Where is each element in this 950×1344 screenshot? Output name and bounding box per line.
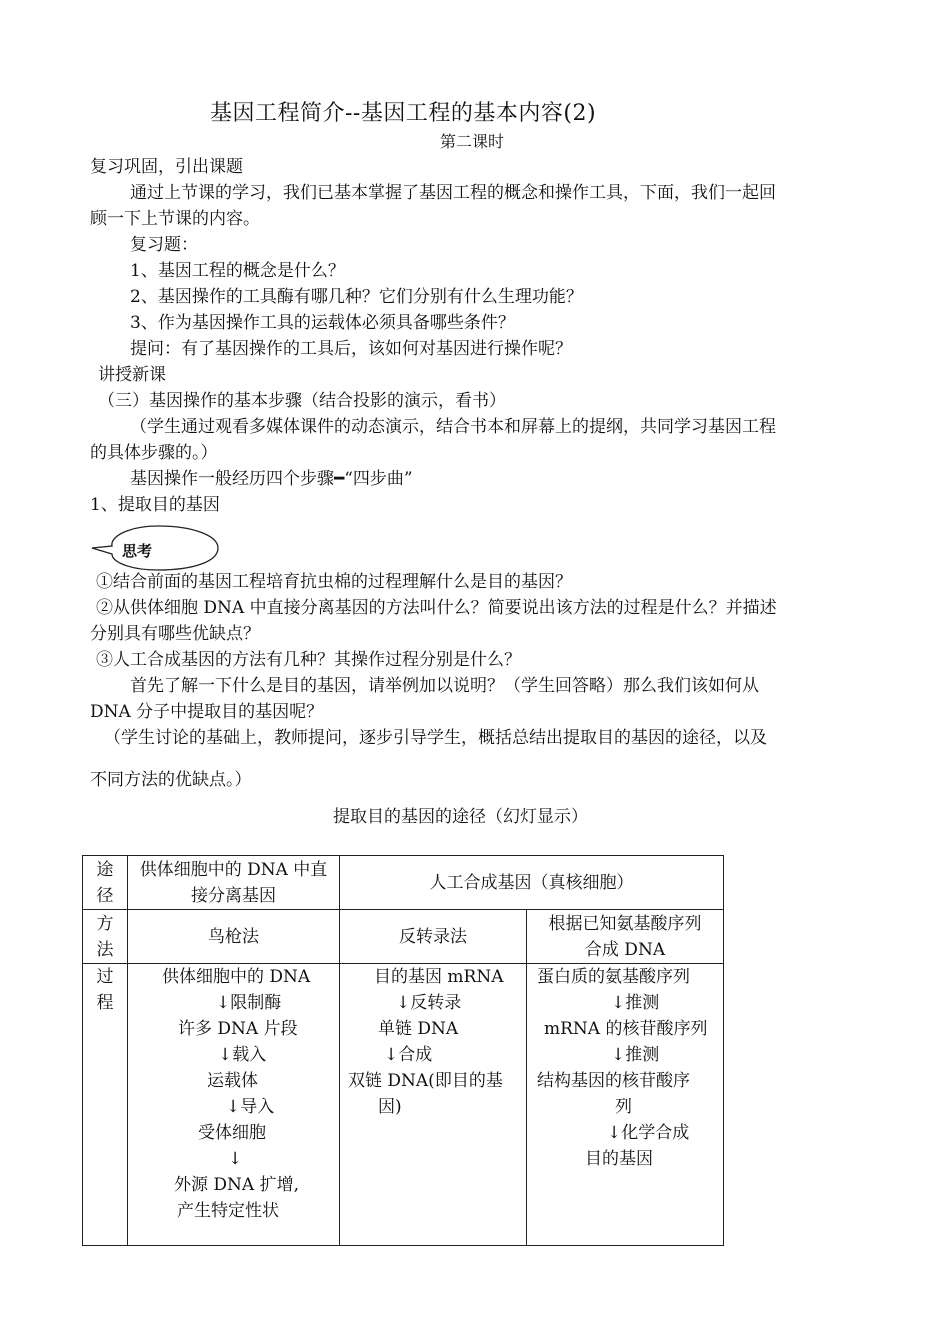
- table-caption: 提取目的基因的途径（幻灯显示）: [333, 807, 588, 827]
- page-title: 基因工程简介--基因工程的基本内容(2): [210, 101, 597, 126]
- think-label: 思考: [122, 542, 153, 560]
- flow-arrow: ↓合成: [384, 1045, 433, 1065]
- flow-arrow: ↓化学合成: [607, 1123, 690, 1143]
- review-question-3: 3、作为基因操作工具的运载体必须具备哪些条件？: [130, 313, 515, 333]
- cell-amino-acid-process: [527, 964, 724, 1246]
- think-speech-bubble: [90, 522, 220, 572]
- first-understand-line-2: DNA 分子中提取目的基因呢？: [90, 702, 324, 722]
- cell-artificial-synthesis: 人工合成基因（真核细胞）: [340, 856, 724, 910]
- table-row-method: [83, 910, 724, 964]
- flow-step: mRNA 的核苷酸序列: [544, 1019, 708, 1039]
- flow-arrow: ↓载入: [218, 1045, 267, 1065]
- think-question-2-line-2: 分别具有哪些优缺点？: [90, 624, 260, 644]
- review-question-1: 1、基因工程的概念是什么？: [130, 261, 345, 281]
- row-head-method: [83, 910, 128, 964]
- table-row-route: [83, 856, 724, 910]
- cell-line: 供体细胞中的 DNA 中直: [139, 859, 328, 880]
- row-head-char: 程: [96, 993, 114, 1013]
- flow-step: 单链 DNA: [378, 1019, 459, 1039]
- flow-step: 产生特定性状: [177, 1201, 279, 1221]
- think-question-3: ③人工合成基因的方法有几种？其操作过程分别是什么？: [96, 650, 521, 670]
- flow-step: 运载体: [207, 1071, 258, 1091]
- flow-step: 目的基因 mRNA: [374, 967, 504, 987]
- flow-arrow: ↓反转录: [396, 993, 462, 1013]
- think-question-2-line-1: ②从供体细胞 DNA 中直接分离基因的方法叫什么？简要说出该方法的过程是什么？并描述: [96, 598, 777, 618]
- review-question-2: 2、基因操作的工具酶有哪几种？它们分别有什么生理功能？: [130, 287, 583, 307]
- flow-step: 双链 DNA(即目的基: [348, 1071, 503, 1091]
- flow-step: 受体细胞: [198, 1123, 266, 1143]
- flow-arrow: ↓: [228, 1149, 243, 1169]
- row-head-process: [83, 964, 128, 1246]
- new-lesson-heading: 讲授新课: [98, 365, 166, 385]
- row-head-char: 过: [96, 967, 114, 987]
- flow-arrow: ↓限制酶: [216, 993, 282, 1013]
- cell-reverse-process: [340, 964, 527, 1246]
- cell-shotgun-process: [128, 964, 340, 1246]
- student-note-line-2: 的具体步骤的。）: [90, 443, 218, 463]
- discussion-line-2: 不同方法的优缺点。）: [90, 770, 252, 790]
- cell-line: 接分离基因: [191, 885, 276, 906]
- first-understand-line-1: 首先了解一下什么是目的基因，请举例加以说明？（学生回答略）那么我们该如何从: [130, 676, 759, 696]
- flow-step: 供体细胞中的 DNA: [162, 967, 311, 987]
- step-1-heading: 1、提取目的基因: [90, 495, 220, 515]
- flow-step: 目的基因: [585, 1149, 653, 1169]
- flow-step: 外源 DNA 扩增,: [174, 1175, 299, 1195]
- table-row-process: [83, 964, 724, 1246]
- cell-line: 合成 DNA: [584, 939, 666, 960]
- flow-arrow: ↓推测: [611, 1045, 660, 1065]
- intro-line-1: 通过上节课的学习，我们已基本掌握了基因工程的概念和操作工具，下面，我们一起回: [130, 183, 776, 203]
- cell-reverse-transcription: 反转录法: [340, 910, 527, 964]
- cell-direct-isolation: [128, 856, 340, 910]
- flow-step: 蛋白质的氨基酸序列: [537, 967, 690, 987]
- cell-line: 根据已知氨基酸序列: [548, 913, 702, 934]
- flow-step: 列: [615, 1097, 632, 1117]
- flow-step: 许多 DNA 片段: [178, 1019, 298, 1039]
- flow-arrow: ↓推测: [611, 993, 660, 1013]
- review-questions-heading: 复习题：: [130, 235, 198, 255]
- page-subtitle: 第二课时: [440, 132, 505, 151]
- row-head-char: 途: [96, 859, 114, 880]
- flow-step: 结构基因的核苷酸序: [537, 1071, 690, 1091]
- gene-extraction-table: [82, 855, 724, 1246]
- discussion-line-1: （学生讨论的基础上，教师提问，逐步引导学生，概括总结出提取目的基因的途径，以及: [104, 728, 767, 748]
- section-3-heading: （三）基因操作的基本步骤（结合投影的演示，看书）: [98, 391, 506, 411]
- row-head-char: 径: [96, 885, 114, 906]
- row-head-char: 法: [96, 939, 114, 960]
- row-head-route: [83, 856, 128, 910]
- intro-line-2: 顾一下上节课的内容。: [90, 209, 260, 229]
- cell-shotgun: 鸟枪法: [128, 910, 340, 964]
- think-question-1: ①结合前面的基因工程培育抗虫棉的过程理解什么是目的基因？: [96, 572, 572, 592]
- cell-amino-acid-synthesis: [527, 910, 724, 964]
- row-head-char: 方: [96, 913, 114, 934]
- flow-step: 因): [378, 1097, 402, 1117]
- four-steps-line: 基因操作一般经历四个步骤━“四步曲”: [130, 469, 413, 489]
- student-note-line-1: （学生通过观看多媒体课件的动态演示，结合书本和屏幕上的提纲，共同学习基因工程: [130, 417, 776, 437]
- review-heading: 复习巩固，引出课题: [90, 157, 243, 177]
- flow-arrow: ↓导入: [226, 1097, 275, 1117]
- ask-question: 提问：有了基因操作的工具后，该如何对基因进行操作呢？: [130, 339, 572, 359]
